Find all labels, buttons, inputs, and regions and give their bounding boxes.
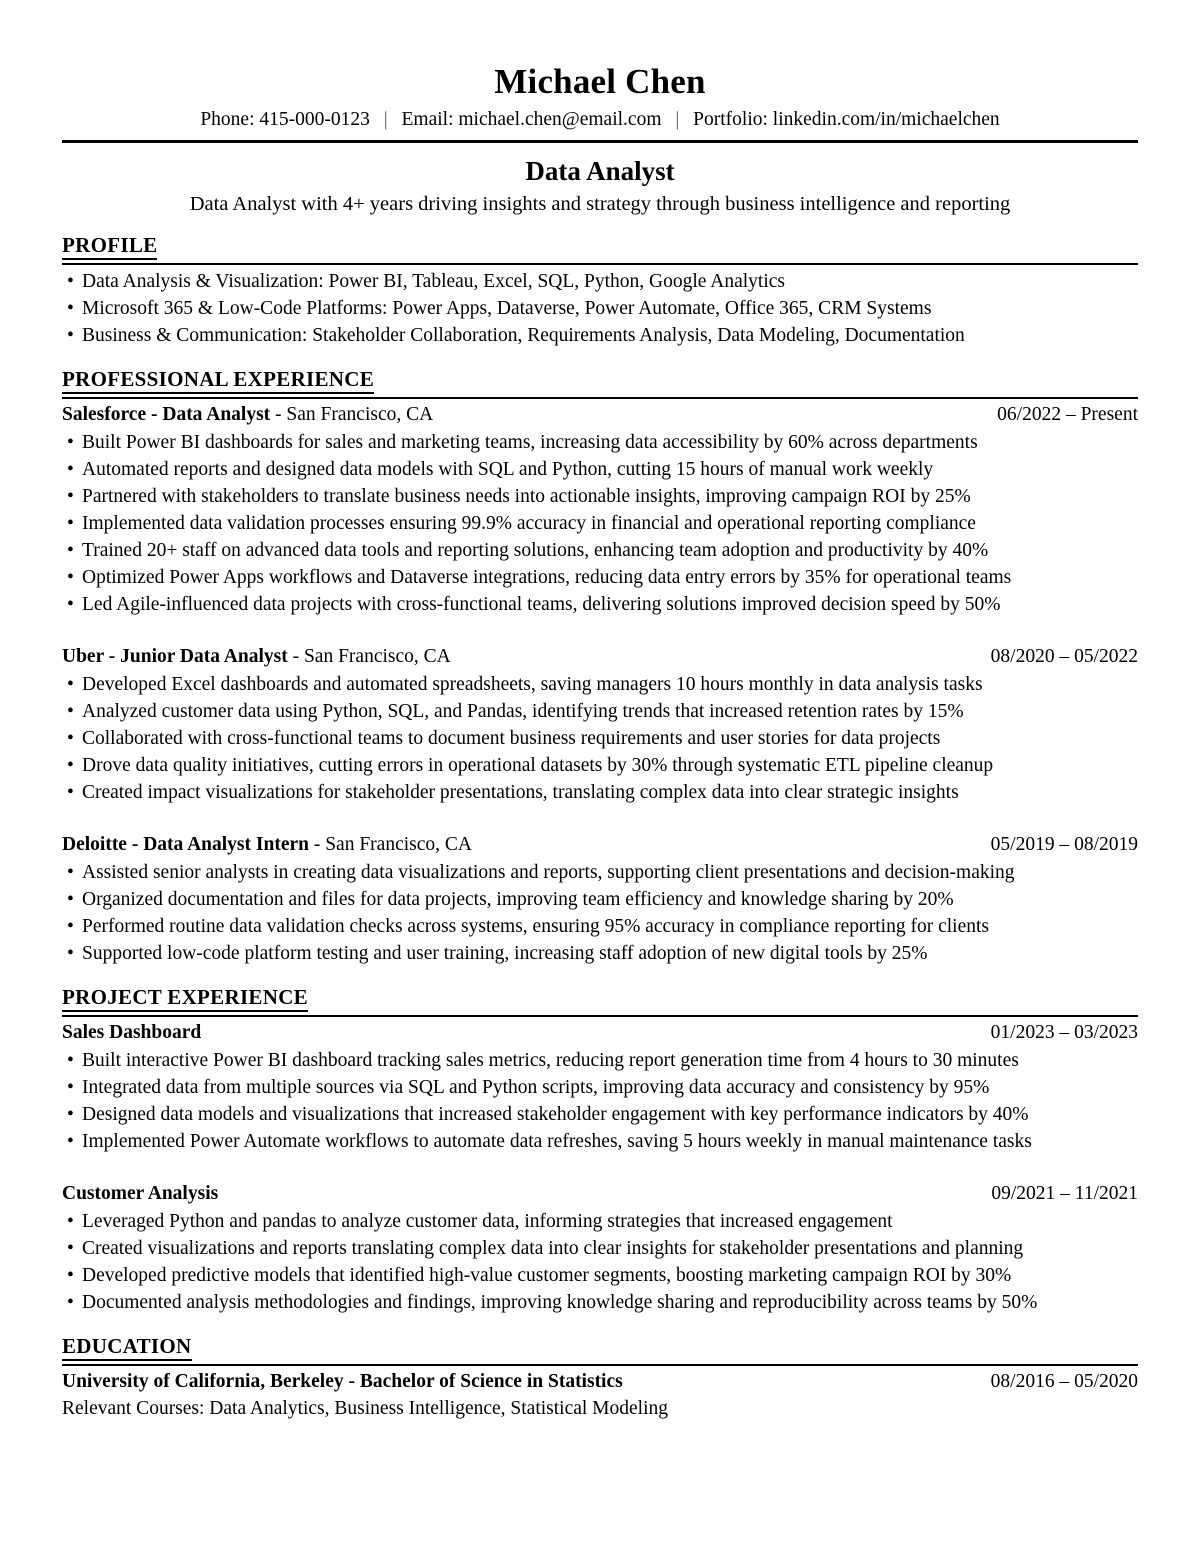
bullet-item: • Developed predictive models that identified high-value customer segments, boosting marketing campaign ROI by 30% [62, 1262, 1138, 1289]
entry-title [62, 1020, 201, 1047]
bullet-item: • Leveraged Python and pandas to analyze customer data, informing strategies that increased engagement [62, 1208, 1138, 1235]
entry-title-primary: Customer Analysis [62, 1183, 219, 1205]
entry-title-primary: University of California, Berkeley - Bachelor of Science in Statistics [62, 1371, 623, 1393]
bullet-item: • Business & Communication: Stakeholder Collaboration, Requirements Analysis, Data Modeling, Documentation [62, 322, 1138, 349]
section-heading-experience-label: PROFESSIONAL EXPERIENCE [62, 367, 374, 394]
entry-bullet-list [62, 671, 1138, 806]
bullet-item: • Trained 20+ staff on advanced data tools and reporting solutions, enhancing team adoption and productivity by 40% [62, 537, 1138, 564]
section-heading-education [62, 1334, 1138, 1361]
entry-header [62, 832, 1138, 859]
target-job-title: Data Analyst [525, 155, 675, 186]
section-education [62, 1334, 1138, 1423]
experience-entries [62, 402, 1138, 967]
bullet-item: • Documented analysis methodologies and findings, improving knowledge sharing and reproducibility across teams by 50% [62, 1289, 1138, 1316]
portfolio-text: Portfolio: linkedin.com/in/michaelchen [693, 109, 1000, 131]
entry-date-range: 09/2021 – 11/2021 [991, 1183, 1138, 1205]
bullet-item: • Performed routine data validation checks across systems, ensuring 95% accuracy in compliance reporting for clients [62, 913, 1138, 940]
section-heading-profile [62, 233, 1138, 260]
section-heading-education-label: EDUCATION [62, 1334, 192, 1361]
contact-line [62, 107, 1138, 133]
bullet-item: • Microsoft 365 & Low-Code Platforms: Power Apps, Dataverse, Power Automate, Office 365, CRM Systems [62, 295, 1138, 322]
entry-date-range: 01/2023 – 03/2023 [990, 1022, 1138, 1044]
bullet-item: • Created visualizations and reports translating complex data into clear insights for stakeholder presentations and planning [62, 1235, 1138, 1262]
resume-entry [62, 1020, 1138, 1155]
resume-entry [62, 1369, 1138, 1423]
candidate-name: Michael Chen [494, 62, 706, 101]
bullet-item: • Organized documentation and files for data projects, improving team efficiency and knowledge sharing by 20% [62, 886, 1138, 913]
section-divider [62, 397, 1138, 399]
profile-body [62, 268, 1138, 349]
resume-entry [62, 402, 1138, 618]
entry-header [62, 402, 1138, 429]
entry-title [62, 1369, 623, 1396]
bullet-item: • Led Agile-influenced data projects with cross-functional teams, delivering solutions improved decision speed by 50% [62, 591, 1138, 618]
entry-date-range: 08/2020 – 05/2022 [990, 646, 1138, 668]
contact-separator: | [675, 109, 680, 131]
bullet-item: • Built interactive Power BI dashboard tracking sales metrics, reducing report generation time from 4 hours to 30 minutes [62, 1047, 1138, 1074]
entry-title [62, 832, 472, 859]
section-divider [62, 1015, 1138, 1017]
bullet-item: • Developed Excel dashboards and automated spreadsheets, saving managers 10 hours monthly in data analysis tasks [62, 671, 1138, 698]
resume-entry [62, 644, 1138, 806]
phone-text: Phone: 415-000-0123 [200, 109, 370, 131]
entry-bullet-list [62, 429, 1138, 618]
entry-bullet-list [62, 1047, 1138, 1155]
entry-header [62, 1020, 1138, 1047]
section-project-experience [62, 985, 1138, 1316]
contact-separator: | [383, 109, 388, 131]
entry-bullet-list [62, 1208, 1138, 1316]
bullet-item: • Built Power BI dashboards for sales and marketing teams, increasing data accessibility by 60% across departments [62, 429, 1138, 456]
bullet-item: • Integrated data from multiple sources via SQL and Python scripts, improving data accuracy and consistency by 95% [62, 1074, 1138, 1101]
bullet-item: • Data Analysis & Visualization: Power BI, Tableau, Excel, SQL, Python, Google Analytics [62, 268, 1138, 295]
entry-header [62, 1181, 1138, 1208]
bullet-item: • Implemented Power Automate workflows to automate data refreshes, saving 5 hours weekly in manual maintenance tasks [62, 1128, 1138, 1155]
profile-bullet-list [62, 268, 1138, 349]
entry-date-range: 08/2016 – 05/2020 [990, 1371, 1138, 1393]
resume-entry [62, 1181, 1138, 1316]
bullet-item: • Partnered with stakeholders to translate business needs into actionable insights, improving campaign ROI by 25% [62, 483, 1138, 510]
entry-title-primary: Deloitte - Data Analyst Intern [62, 834, 309, 856]
entry-title-location: - San Francisco, CA [287, 646, 451, 668]
entry-title-location: - San Francisco, CA [308, 834, 472, 856]
professional-tagline: Data Analyst with 4+ years driving insights and strategy through business intelligence and reporting [189, 192, 1011, 215]
section-professional-experience [62, 367, 1138, 967]
bullet-item: • Analyzed customer data using Python, SQL, and Pandas, identifying trends that increased retention rates by 15% [62, 698, 1138, 725]
bullet-item: • Collaborated with cross-functional teams to document business requirements and user stories for data projects [62, 725, 1138, 752]
entry-date-range: 05/2019 – 08/2019 [990, 834, 1138, 856]
section-divider [62, 1364, 1138, 1366]
entry-title-location: - San Francisco, CA [270, 404, 434, 426]
entry-title [62, 1181, 218, 1208]
education-entries [62, 1369, 1138, 1423]
bullet-item: • Drove data quality initiatives, cutting errors in operational datasets by 30% through systematic ETL pipeline cleanup [62, 752, 1138, 779]
entry-title [62, 402, 433, 429]
entry-subline: Relevant Courses: Data Analytics, Business Intelligence, Statistical Modeling [62, 1398, 669, 1420]
entry-title-primary: Sales Dashboard [62, 1022, 202, 1044]
entry-header [62, 1369, 1138, 1396]
email-text: Email: michael.chen@email.com [401, 109, 662, 131]
section-heading-projects [62, 985, 1138, 1012]
section-heading-projects-label: PROJECT EXPERIENCE [62, 985, 308, 1012]
bullet-item: • Optimized Power Apps workflows and Dataverse integrations, reducing data entry errors by 35% for operational teams [62, 564, 1138, 591]
entry-title [62, 644, 451, 671]
project-entries [62, 1020, 1138, 1316]
bullet-item: • Created impact visualizations for stakeholder presentations, translating complex data into clear strategic insights [62, 779, 1138, 806]
section-heading-profile-label: PROFILE [62, 233, 157, 260]
section-divider [62, 263, 1138, 265]
bullet-item: • Implemented data validation processes ensuring 99.9% accuracy in financial and operational reporting compliance [62, 510, 1138, 537]
bullet-item: • Assisted senior analysts in creating data visualizations and reports, supporting client presentations and decision-making [62, 859, 1138, 886]
section-heading-experience [62, 367, 1138, 394]
bullet-item: • Designed data models and visualizations that increased stakeholder engagement with key performance indicators by 40% [62, 1101, 1138, 1128]
entry-title-primary: Salesforce - Data Analyst [62, 404, 271, 426]
entry-date-range: 06/2022 – Present [997, 404, 1138, 426]
bullet-item: • Supported low-code platform testing and user training, increasing staff adoption of new digital tools by 25% [62, 940, 1138, 967]
entry-bullet-list [62, 859, 1138, 967]
entry-header [62, 644, 1138, 671]
resume-header [62, 62, 1138, 217]
header-divider [62, 140, 1138, 143]
resume-entry [62, 832, 1138, 967]
bullet-item: • Automated reports and designed data models with SQL and Python, cutting 15 hours of manual work weekly [62, 456, 1138, 483]
section-profile [62, 233, 1138, 349]
entry-title-primary: Uber - Junior Data Analyst [62, 646, 288, 668]
